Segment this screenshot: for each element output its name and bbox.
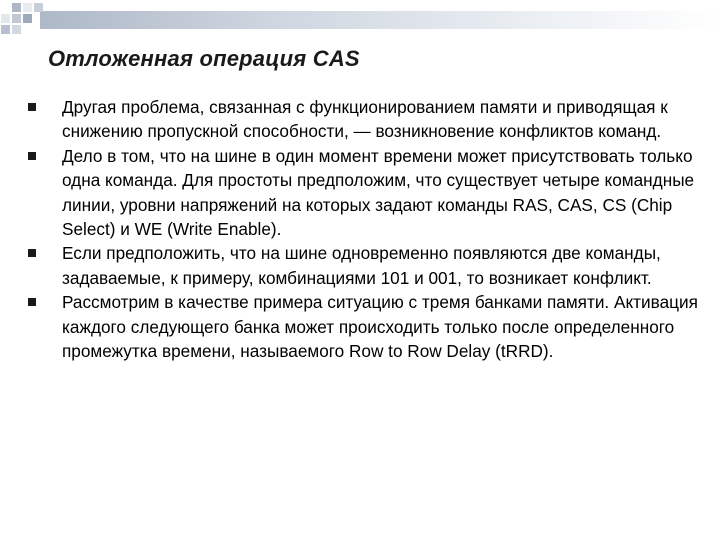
- square-bullet-icon: [28, 152, 36, 160]
- decor-square: [12, 3, 21, 12]
- bullet-list: [28, 95, 708, 363]
- square-bullet-icon: [28, 298, 36, 306]
- decor-square: [12, 25, 21, 34]
- decor-square: [1, 14, 10, 23]
- header-gradient-bar: [40, 11, 720, 29]
- bullet-item: [28, 95, 708, 144]
- decor-square: [23, 14, 32, 23]
- square-bullet-icon: [28, 103, 36, 111]
- decor-square: [23, 3, 32, 12]
- slide-title: Отложенная операция CAS: [48, 46, 360, 71]
- bullet-text: Рассмотрим в качестве примера ситуацию с тремя банками памяти. Активация каждого следующего банка может происходить только после определенного промежутка времени, называемого Row to Row Delay (tRRD).: [62, 292, 698, 362]
- bullet-text: Другая проблема, связанная с функционированием памяти и приводящая к снижению пропускной способности, — возникновение конфликтов команд.: [62, 97, 668, 142]
- header-decoration: [0, 0, 720, 40]
- square-bullet-icon: [28, 249, 36, 257]
- bullet-item: [28, 241, 708, 290]
- bullet-text: Дело в том, что на шине в один момент времени может присутствовать только одна команда. Для простоты предположим, что существует четыре командные линии, уровни напряжений на которых задают команды RAS, CAS, CS (Chip Select) и WE (Write Enable).: [62, 145, 695, 240]
- decor-square: [34, 3, 43, 12]
- bullet-item: [28, 290, 708, 363]
- decor-square: [1, 25, 10, 34]
- bullet-item: [28, 144, 708, 242]
- decor-square: [12, 14, 21, 23]
- bullet-text: Если предположить, что на шине одновременно появляются две команды, задаваемые, к примеру, комбинациями 101 и 001, то возникает конфликт.: [62, 243, 661, 288]
